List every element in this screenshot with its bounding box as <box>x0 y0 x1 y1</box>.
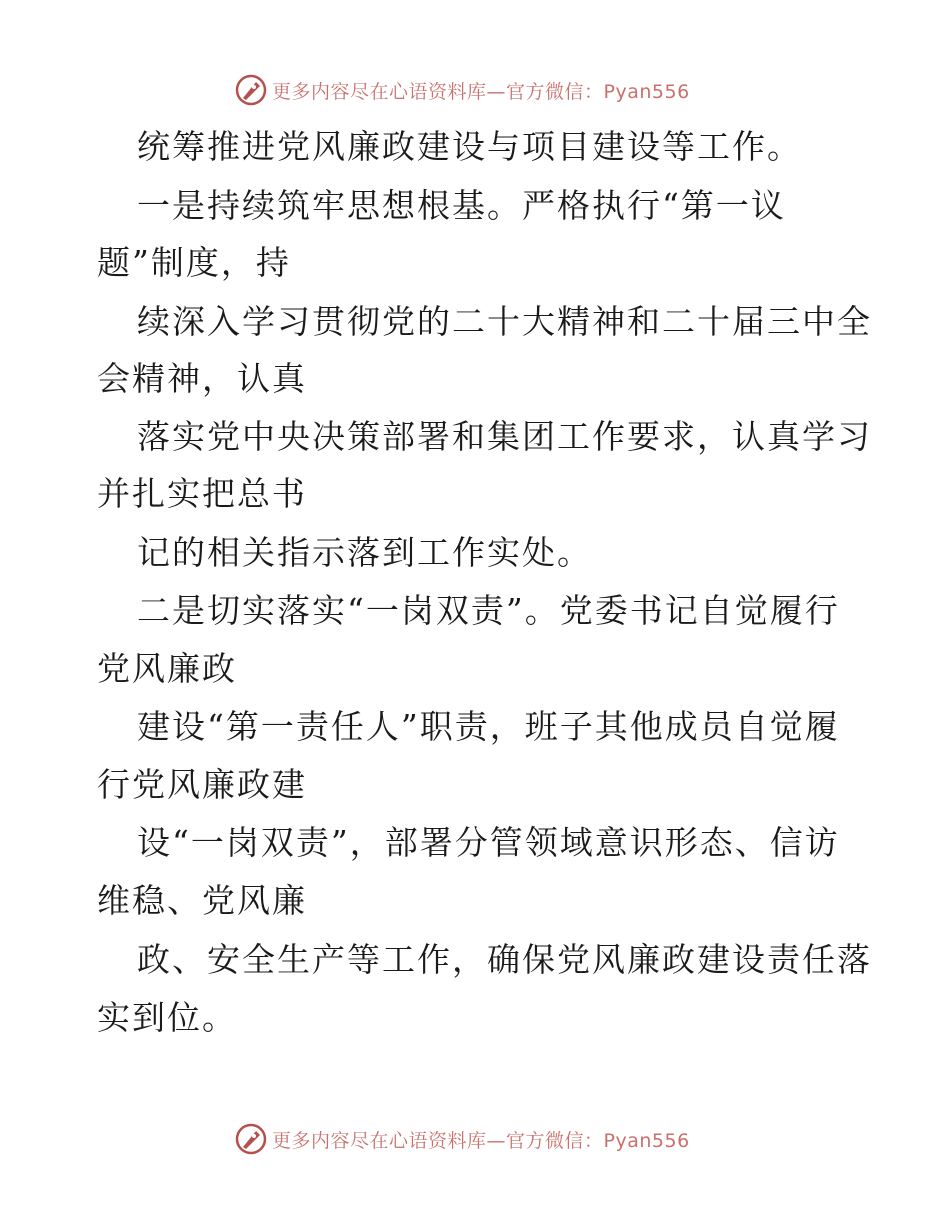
watermark-footer <box>234 1122 690 1156</box>
text-line: 建设“第一责任人”职责，班子其他成员自觉履 <box>137 707 840 746</box>
text-line: 二是切实落实“一岗双责”。党委书记自觉履行 <box>137 591 840 630</box>
text-line: 会精神，认真 <box>97 359 307 398</box>
text-line: 续深入学习贯彻党的二十大精神和二十届三中全 <box>137 302 872 341</box>
text-line: 落实党中央决策部署和集团工作要求，认真学习 <box>137 417 872 456</box>
text-line: 维稳、党风廉 <box>97 881 307 920</box>
pen-nib-circle-icon <box>234 73 268 107</box>
text-line: 题”制度，持 <box>97 243 291 282</box>
watermark-text: 更多内容尽在心语资料库—官方微信：Pyan556 <box>272 80 690 103</box>
pen-nib-circle-icon <box>234 1122 268 1156</box>
text-line: 政、安全生产等工作，确保党风廉政建设责任落 <box>137 940 872 979</box>
text-line: 统筹推进党风廉政建设与项目建设等工作。 <box>137 127 802 166</box>
watermark-header <box>234 73 690 107</box>
text-line: 记的相关指示落到工作实处。 <box>137 533 592 572</box>
text-line: 设“一岗双责”，部署分管领域意识形态、信访 <box>137 823 840 862</box>
text-line: 并扎实把总书 <box>97 474 307 513</box>
watermark-text: 更多内容尽在心语资料库—官方微信：Pyan556 <box>272 1129 690 1152</box>
text-line: 实到位。 <box>97 998 237 1037</box>
text-line: 一是持续筑牢思想根基。严格执行“第一议 <box>137 186 786 225</box>
text-line: 党风廉政 <box>97 649 237 688</box>
text-line: 行党风廉政建 <box>97 765 307 804</box>
